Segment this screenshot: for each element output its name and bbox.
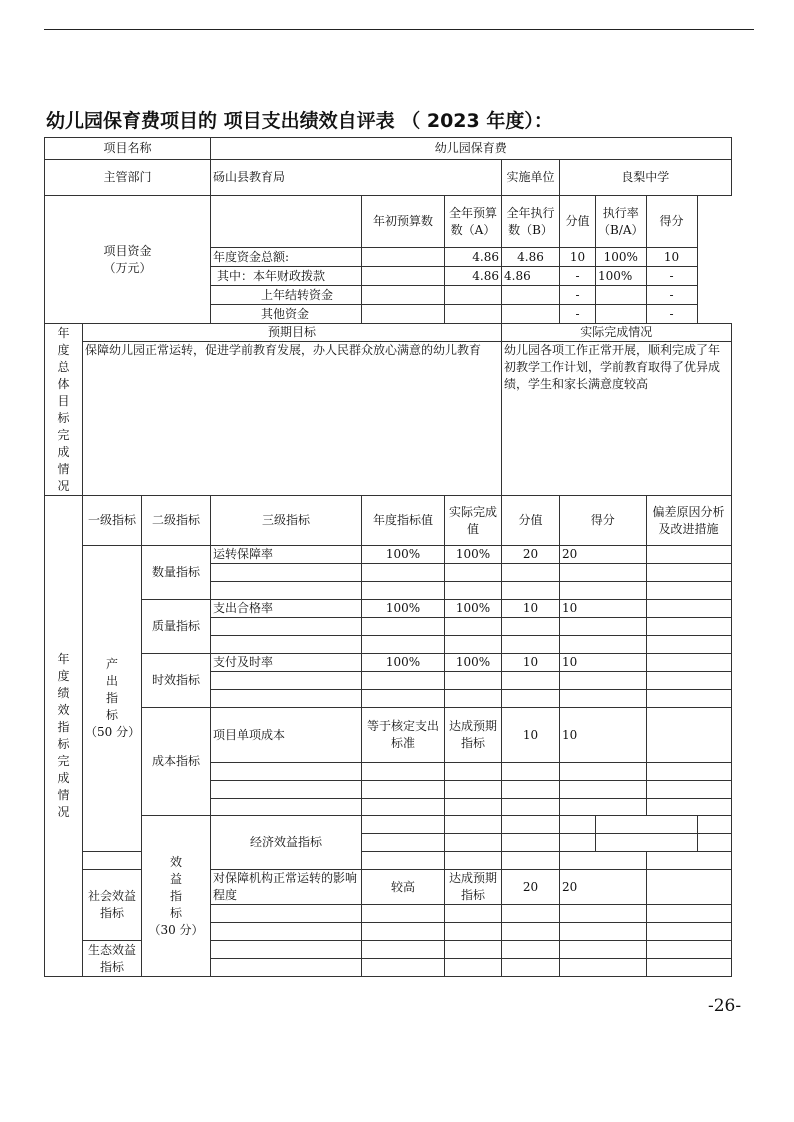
empty-cell xyxy=(502,636,560,654)
empty-cell xyxy=(646,636,731,654)
quality-name: 支出合格率 xyxy=(211,600,362,618)
output-indicator-label: 产出指标 （50 分） xyxy=(83,546,142,852)
indicators-side-label: 年度绩效指标完成情况 xyxy=(45,496,83,977)
empty-cell xyxy=(445,781,502,799)
timeliness-score-value: 10 xyxy=(502,654,560,672)
col-exec-rate: 执行率（B/A） xyxy=(596,196,647,248)
empty-cell xyxy=(560,672,647,690)
empty-cell xyxy=(362,834,445,852)
empty-cell xyxy=(211,923,362,941)
funds-row-score-value: - xyxy=(560,305,596,324)
quality-target: 100% xyxy=(362,600,445,618)
empty-cell xyxy=(560,799,647,816)
header-rule xyxy=(44,29,754,30)
empty-cell xyxy=(445,672,502,690)
funds-row-rate: 100% xyxy=(596,248,647,267)
timeliness-reason xyxy=(646,654,731,672)
empty-cell xyxy=(646,781,731,799)
empty-cell xyxy=(445,923,502,941)
document-title: 幼儿园保育费项目的 项目支出绩效自评表 （ 2023 年度）： xyxy=(46,110,553,132)
empty-cell xyxy=(211,582,362,600)
funds-row-score: - xyxy=(646,286,697,305)
empty-cell xyxy=(445,690,502,708)
col-reason: 偏差原因分析及改进措施 xyxy=(646,496,731,546)
funds-row-score-value: 10 xyxy=(560,248,596,267)
goals-side-label: 年度总体目标完成情况 xyxy=(45,324,83,496)
empty-cell xyxy=(560,582,647,600)
empty-cell xyxy=(211,781,362,799)
empty-cell xyxy=(445,941,502,959)
timeliness-score: 10 xyxy=(560,654,647,672)
economic-indicator-label: 经济效益指标 xyxy=(211,816,362,870)
col-score-value: 分值 xyxy=(502,496,560,546)
empty-cell xyxy=(445,834,502,852)
empty-cell xyxy=(560,618,647,636)
empty-cell xyxy=(560,636,647,654)
quantity-score: 20 xyxy=(560,546,647,564)
funds-row-label: 其他资金 xyxy=(211,305,362,324)
empty-cell xyxy=(83,852,142,870)
expected-goal-header: 预期目标 xyxy=(83,324,502,342)
funds-row-score: - xyxy=(646,267,697,286)
cost-score-value: 10 xyxy=(502,708,560,763)
empty-cell xyxy=(560,834,596,852)
empty-cell xyxy=(362,582,445,600)
empty-cell xyxy=(445,618,502,636)
funds-row-initial xyxy=(362,305,445,324)
social-score: 20 xyxy=(560,870,647,905)
empty-cell xyxy=(502,816,560,834)
col-actual: 实际完成值 xyxy=(445,496,502,546)
funds-row-budget: 4.86 xyxy=(445,248,502,267)
self-evaluation-table xyxy=(44,137,732,977)
empty-cell xyxy=(560,923,647,941)
quantity-target: 100% xyxy=(362,546,445,564)
funds-row-budget xyxy=(445,305,502,324)
cost-reason xyxy=(646,708,731,763)
empty-cell xyxy=(646,618,731,636)
empty-cell xyxy=(502,564,560,582)
impl-unit-value: 良梨中学 xyxy=(560,160,732,196)
funds-row-budget xyxy=(445,286,502,305)
quantity-score-value: 20 xyxy=(502,546,560,564)
quantity-name: 运转保障率 xyxy=(211,546,362,564)
funds-row-label: 年度资金总额: xyxy=(211,248,362,267)
funds-row-exec xyxy=(502,305,560,324)
empty-cell xyxy=(211,959,362,977)
empty-cell xyxy=(362,781,445,799)
empty-cell xyxy=(445,959,502,977)
empty-cell xyxy=(502,690,560,708)
funds-row-budget: 4.86 xyxy=(445,267,502,286)
empty-cell xyxy=(362,636,445,654)
empty-cell xyxy=(445,905,502,923)
empty-cell xyxy=(646,564,731,582)
col-level3: 三级指标 xyxy=(211,496,362,546)
funds-row-rate xyxy=(596,286,647,305)
empty-cell xyxy=(362,852,445,870)
cost-target: 等于核定支出标准 xyxy=(362,708,445,763)
quantity-indicator-label: 数量指标 xyxy=(142,546,211,600)
empty-cell xyxy=(362,923,445,941)
empty-cell xyxy=(502,799,560,816)
funds-row-score-value: - xyxy=(560,267,596,286)
empty-cell xyxy=(502,618,560,636)
social-name: 对保障机构正常运转的影响程度 xyxy=(211,870,362,905)
cost-score: 10 xyxy=(560,708,647,763)
empty-cell xyxy=(362,672,445,690)
quality-actual: 100% xyxy=(445,600,502,618)
empty-cell xyxy=(646,690,731,708)
empty-cell xyxy=(211,618,362,636)
empty-cell xyxy=(445,636,502,654)
empty-cell xyxy=(502,959,560,977)
empty-cell xyxy=(362,564,445,582)
empty-cell xyxy=(502,834,560,852)
department-value: 砀山县教育局 xyxy=(211,160,502,196)
empty-cell xyxy=(502,905,560,923)
empty-cell xyxy=(646,799,731,816)
department-label: 主管部门 xyxy=(45,160,211,196)
funds-row-score: - xyxy=(646,305,697,324)
funds-row-exec: 4.86 xyxy=(502,267,560,286)
empty-cell xyxy=(646,941,731,959)
empty-cell xyxy=(560,852,647,870)
funds-row-rate xyxy=(596,305,647,324)
empty-cell xyxy=(646,672,731,690)
funds-row-initial xyxy=(362,248,445,267)
col-funds-score-value: 分值 xyxy=(560,196,596,248)
empty-cell xyxy=(560,564,647,582)
ecological-indicator-label: 生态效益指标 xyxy=(83,941,142,977)
empty-cell xyxy=(211,690,362,708)
benefit-indicator-label: 效益指标 （30 分） xyxy=(142,816,211,977)
impl-unit-label: 实施单位 xyxy=(502,160,560,196)
empty-cell xyxy=(362,763,445,781)
empty-cell xyxy=(211,799,362,816)
cost-indicator-label: 成本指标 xyxy=(142,708,211,816)
empty-cell xyxy=(362,905,445,923)
quantity-reason xyxy=(646,546,731,564)
empty-cell xyxy=(560,941,647,959)
empty-cell xyxy=(502,781,560,799)
empty-cell xyxy=(445,564,502,582)
quality-score: 10 xyxy=(560,600,647,618)
empty-cell xyxy=(646,905,731,923)
empty-cell xyxy=(697,834,731,852)
empty-cell xyxy=(502,852,560,870)
actual-completion-text: 幼儿园各项工作正常开展，顺利完成了年初教学工作计划，学前教育取得了优异成绩，学生和家长满意度较高 xyxy=(502,342,732,496)
timeliness-indicator-label: 时效指标 xyxy=(142,654,211,708)
empty-cell xyxy=(560,690,647,708)
actual-completion-header: 实际完成情况 xyxy=(502,324,732,342)
empty-cell xyxy=(445,763,502,781)
quantity-actual: 100% xyxy=(445,546,502,564)
empty-cell xyxy=(646,582,731,600)
social-target: 较高 xyxy=(362,870,445,905)
empty-cell xyxy=(646,852,731,870)
empty-cell xyxy=(560,763,647,781)
empty-cell xyxy=(596,816,698,834)
funds-row-label: 上年结转资金 xyxy=(211,286,362,305)
empty-cell xyxy=(362,816,445,834)
quality-indicator-label: 质量指标 xyxy=(142,600,211,654)
empty-cell xyxy=(362,799,445,816)
col-level1: 一级指标 xyxy=(83,496,142,546)
funds-row-score: 10 xyxy=(646,248,697,267)
page-number: -26- xyxy=(708,996,742,1016)
empty-cell xyxy=(362,618,445,636)
empty-cell xyxy=(211,672,362,690)
empty-cell xyxy=(560,905,647,923)
quality-reason xyxy=(646,600,731,618)
expected-goal-text: 保障幼儿园正常运转，促进学前教育发展，办人民群众放心满意的幼儿教育 xyxy=(83,342,502,496)
col-funds-score: 得分 xyxy=(646,196,697,248)
timeliness-actual: 100% xyxy=(445,654,502,672)
empty-cell xyxy=(560,781,647,799)
funds-row-score-value: - xyxy=(560,286,596,305)
col-annual-budget: 全年预算数（A） xyxy=(445,196,502,248)
funds-row-rate: 100% xyxy=(596,267,647,286)
funds-label: 项目资金 （万元） xyxy=(45,196,211,324)
col-annual-exec: 全年执行数（B） xyxy=(502,196,560,248)
empty-cell xyxy=(211,636,362,654)
empty-cell xyxy=(445,852,502,870)
empty-cell xyxy=(502,763,560,781)
empty-cell xyxy=(646,763,731,781)
timeliness-target: 100% xyxy=(362,654,445,672)
empty-cell xyxy=(502,941,560,959)
quality-score-value: 10 xyxy=(502,600,560,618)
funds-row-exec: 4.86 xyxy=(502,248,560,267)
funds-header-blank xyxy=(211,196,362,248)
empty-cell xyxy=(445,799,502,816)
social-reason xyxy=(646,870,731,905)
empty-cell xyxy=(502,582,560,600)
col-level2: 二级指标 xyxy=(142,496,211,546)
empty-cell xyxy=(211,905,362,923)
social-score-value: 20 xyxy=(502,870,560,905)
funds-row-exec xyxy=(502,286,560,305)
empty-cell xyxy=(646,923,731,941)
funds-row-label: 其中：本年财政拨款 xyxy=(211,267,362,286)
empty-cell xyxy=(445,816,502,834)
funds-row-initial xyxy=(362,286,445,305)
project-name-value: 幼儿园保育费 xyxy=(211,138,732,160)
social-indicator-label: 社会效益指标 xyxy=(83,870,142,941)
empty-cell xyxy=(646,959,731,977)
empty-cell xyxy=(596,834,698,852)
funds-row-initial xyxy=(362,267,445,286)
empty-cell xyxy=(211,941,362,959)
cost-name: 项目单项成本 xyxy=(211,708,362,763)
col-initial-budget: 年初预算数 xyxy=(362,196,445,248)
empty-cell xyxy=(560,816,596,834)
empty-cell xyxy=(362,690,445,708)
timeliness-name: 支付及时率 xyxy=(211,654,362,672)
project-name-label: 项目名称 xyxy=(45,138,211,160)
empty-cell xyxy=(502,923,560,941)
col-target: 年度指标值 xyxy=(362,496,445,546)
empty-cell xyxy=(697,816,731,834)
empty-cell xyxy=(362,941,445,959)
cost-actual: 达成预期指标 xyxy=(445,708,502,763)
empty-cell xyxy=(502,672,560,690)
empty-cell xyxy=(362,959,445,977)
empty-cell xyxy=(211,763,362,781)
social-actual: 达成预期指标 xyxy=(445,870,502,905)
col-score: 得分 xyxy=(560,496,647,546)
empty-cell xyxy=(211,564,362,582)
empty-cell xyxy=(560,959,647,977)
empty-cell xyxy=(445,582,502,600)
